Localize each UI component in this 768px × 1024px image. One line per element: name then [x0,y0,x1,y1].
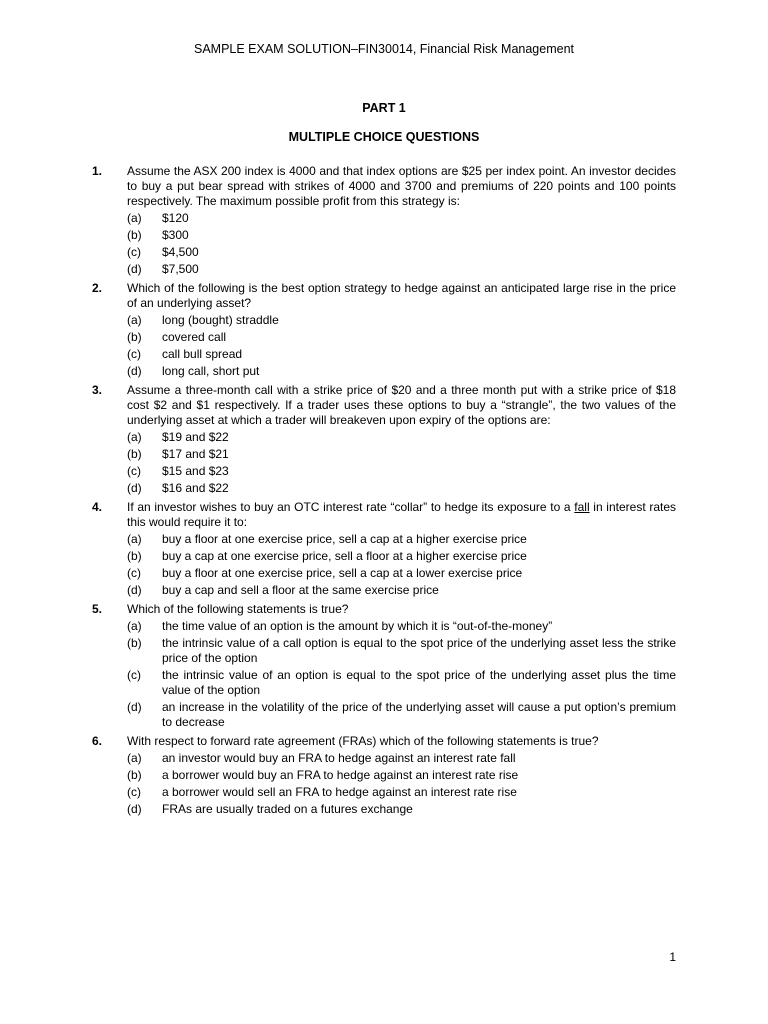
option-text: call bull spread [162,347,243,361]
question-number: 1. [92,164,103,178]
option-a [127,532,676,547]
option-text: $300 [162,228,189,242]
question-text: Which of the following statements is true? [127,602,349,616]
option-letter: (a) [127,619,142,633]
option-letter: (c) [127,785,141,799]
question-number: 2. [92,281,103,295]
question-number: 6. [92,734,103,748]
option-letter: (c) [127,668,141,682]
option-text: buy a floor at one exercise price, sell a cap at a higher exercise price [162,532,527,546]
question-text: Assume the ASX 200 index is 4000 and that index options are $25 per index point. An investor decides to buy a put bear spread with strikes of 4000 and 3700 and premiums of 220 points and 100 points respectively. The maximum possible profit from this strategy is: [127,164,676,208]
option-letter: (d) [127,262,142,276]
option-c [127,785,676,800]
underlined-word: fall [574,500,590,514]
option-text: buy a cap and sell a floor at the same exercise price [162,583,439,597]
option-b [127,636,676,666]
option-letter: (a) [127,532,142,546]
option-text: $19 and $22 [162,430,229,444]
option-letter: (d) [127,802,142,816]
option-a [127,619,676,634]
option-c [127,566,676,581]
option-letter: (d) [127,700,142,714]
option-letter: (c) [127,245,141,259]
option-letter: (b) [127,636,142,650]
option-letter: (d) [127,583,142,597]
option-letter: (a) [127,313,142,327]
option-text: buy a floor at one exercise price, sell a cap at a lower exercise price [162,566,523,580]
option-b [127,447,676,462]
option-text: a borrower would sell an FRA to hedge against an interest rate rise [162,785,517,799]
option-text: $4,500 [162,245,199,259]
question-number: 5. [92,602,103,616]
option-text: $15 and $23 [162,464,229,478]
option-b [127,768,676,783]
option-text: $7,500 [162,262,199,276]
option-a [127,751,676,766]
option-a [127,430,676,445]
option-c [127,347,676,362]
question-text-part: in interest rates this would require it to: [127,500,677,529]
page-number: 1 [669,950,676,964]
option-text: an increase in the volatility of the price of the underlying asset will cause a put option’s premium to decrease [162,700,676,729]
option-letter: (b) [127,330,142,344]
option-c [127,464,676,479]
option-b [127,330,676,345]
option-text: the intrinsic value of a call option is equal to the spot price of the underlying asset less the strike price of the option [162,636,676,665]
option-letter: (a) [127,751,142,765]
option-c [127,245,676,260]
option-c [127,668,676,698]
question-text [127,500,676,530]
question-6 [92,734,676,817]
option-text: the time value of an option is the amount by which it is “out-of-the-money” [162,619,553,633]
option-text: $17 and $21 [162,447,229,461]
option-text: buy a cap at one exercise price, sell a floor at a higher exercise price [162,549,527,563]
question-number: 4. [92,500,103,514]
option-letter: (c) [127,347,141,361]
question-list [92,164,676,821]
option-text: $120 [162,211,189,225]
option-letter: (d) [127,481,142,495]
option-letter: (c) [127,566,141,580]
question-1 [92,164,676,277]
option-letter: (a) [127,430,142,444]
question-text: With respect to forward rate agreement (FRAs) which of the following statements is true? [127,734,599,748]
option-text: an investor would buy an FRA to hedge against an interest rate fall [162,751,516,765]
option-d [127,481,676,496]
option-text: the intrinsic value of an option is equal to the spot price of the underlying asset plus the time value of the option [162,668,676,697]
option-d [127,700,676,730]
option-letter: (a) [127,211,142,225]
option-text: long call, short put [162,364,260,378]
option-letter: (d) [127,364,142,378]
option-letter: (b) [127,447,142,461]
option-b [127,549,676,564]
option-letter: (c) [127,464,141,478]
option-d [127,262,676,277]
page-header: SAMPLE EXAM SOLUTION–FIN30014, Financial Risk Management [193,42,574,56]
section-title: MULTIPLE CHOICE QUESTIONS [288,130,480,144]
option-text: covered call [162,330,227,344]
question-2 [92,281,676,379]
option-text: a borrower would buy an FRA to hedge against an interest rate rise [162,768,519,782]
option-a [127,313,676,328]
option-b [127,228,676,243]
option-a [127,211,676,226]
option-text: $16 and $22 [162,481,229,495]
option-d [127,583,676,598]
question-4 [92,500,676,598]
question-text-part: If an investor wishes to buy an OTC interest rate “collar” to hedge its exposure to a [127,500,575,514]
question-text: Which of the following is the best option strategy to hedge against an anticipated large rise in the price of an underlying asset? [127,281,676,310]
option-d [127,802,676,817]
option-text: long (bought) straddle [162,313,279,327]
option-letter: (b) [127,768,142,782]
option-text: FRAs are usually traded on a futures exchange [162,802,413,816]
question-3 [92,383,676,496]
part-title: PART 1 [362,101,406,115]
question-number: 3. [92,383,103,397]
question-text: Assume a three-month call with a strike price of $20 and a three month put with a strike price of $18 cost $2 and $1 respectively. If a trader uses these options to buy a “strangle”, the two values of the underlying asset at which a trader will breakeven upon expiry of the options are: [127,383,676,427]
question-5 [92,602,676,730]
option-letter: (b) [127,549,142,563]
option-d [127,364,676,379]
option-letter: (b) [127,228,142,242]
